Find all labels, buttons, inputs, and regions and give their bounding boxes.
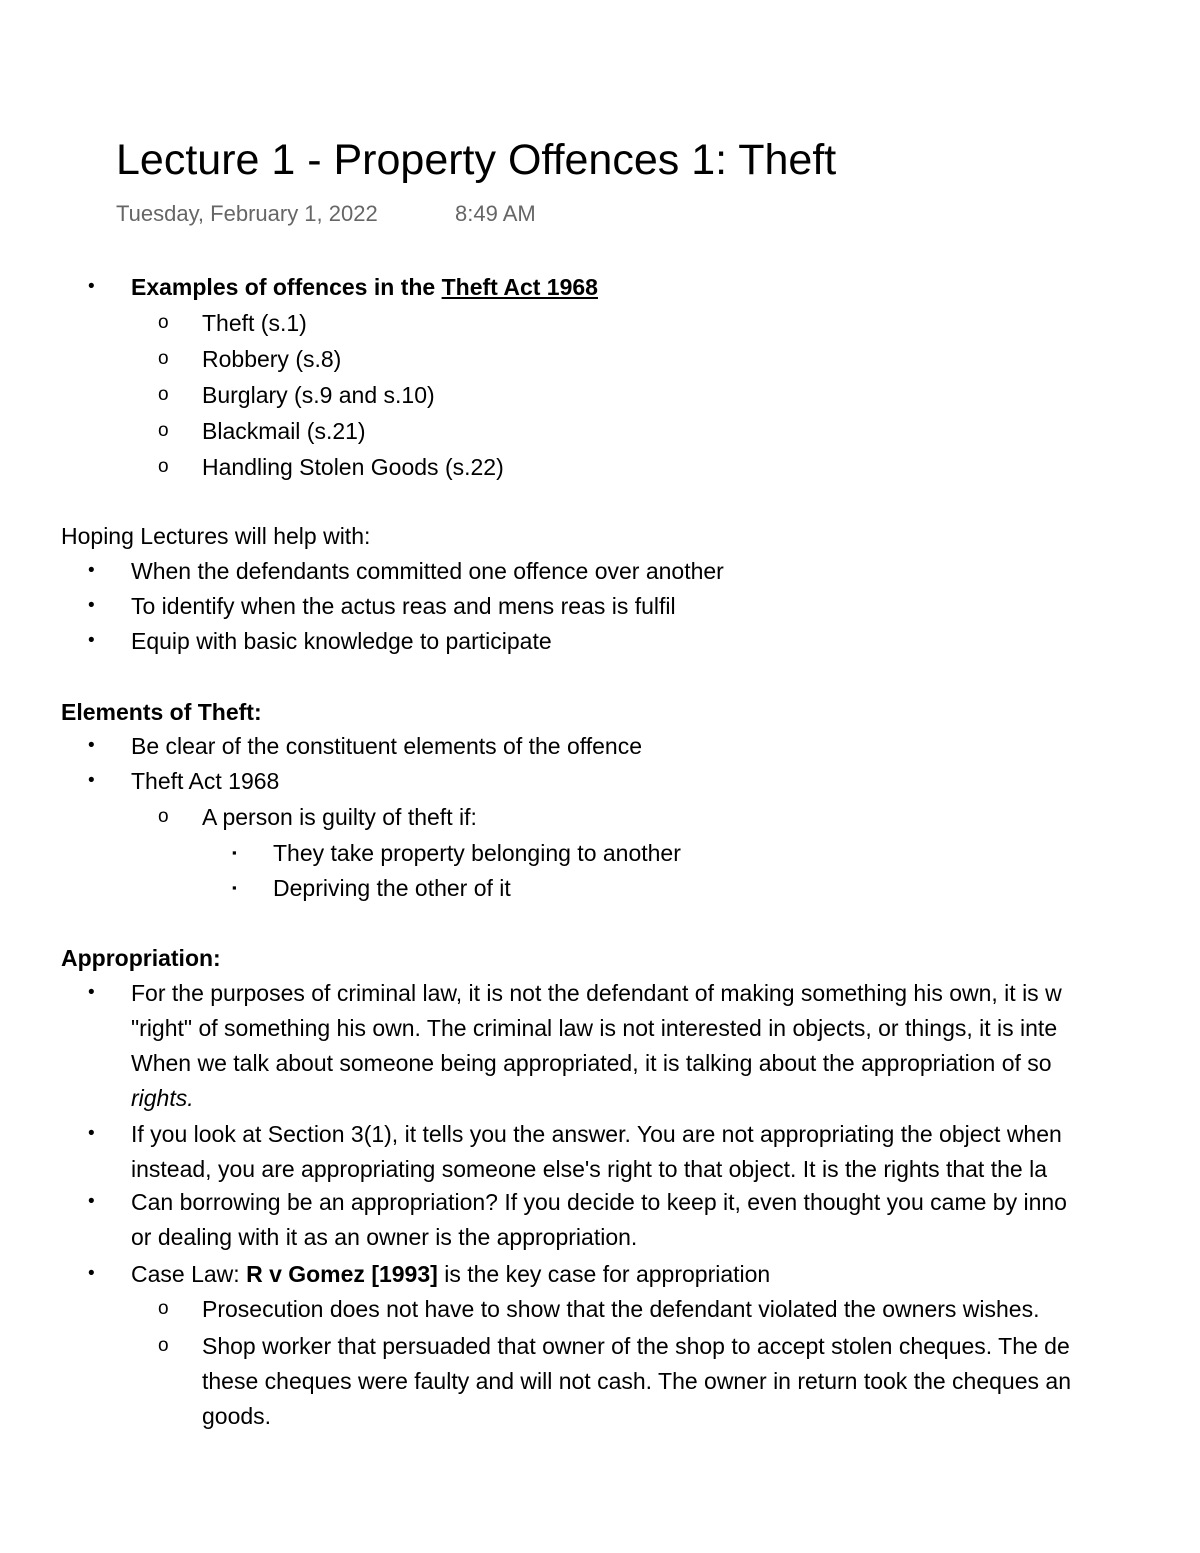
section-heading	[61, 941, 221, 975]
case-description: is the key case for appropriation	[437, 1261, 771, 1287]
list-item: Be clear of the constituent elements of the offence	[131, 733, 643, 759]
square-bullet-icon: ▪	[232, 845, 237, 860]
paragraph-line: Can borrowing be an appropriation? If you decide to keep it, even thought you came by inno	[131, 1189, 1067, 1215]
paragraph-line: these cheques were faulty and will not cash. The owner in return took the cheques an	[202, 1368, 1071, 1394]
paragraph-line: For the purposes of criminal law, it is not the defendant of making something his own, it is w	[131, 980, 1062, 1006]
bullet-icon: •	[88, 770, 95, 791]
bullet-icon: •	[88, 982, 95, 1003]
list-item: Theft (s.1)	[202, 310, 307, 336]
circle-bullet-icon: o	[158, 348, 169, 369]
bullet-icon: •	[88, 595, 95, 616]
list-item: Handling Stolen Goods (s.22)	[202, 454, 504, 480]
section-heading-text: Elements of Theft:	[61, 699, 262, 725]
paragraph-line: If you look at Section 3(1), it tells you the answer. You are not appropriating the object when	[131, 1121, 1062, 1147]
list-item: A person is guilty of theft if:	[202, 804, 477, 830]
list-item: They take property belonging to another	[273, 840, 681, 866]
circle-bullet-icon: o	[158, 384, 169, 405]
list-item: Theft Act 1968	[131, 768, 280, 794]
section-heading-text: Appropriation:	[61, 945, 221, 971]
case-law-label: Case Law:	[131, 1261, 247, 1287]
statute-link-text: Theft Act 1968	[441, 274, 598, 300]
list-item: When the defendants committed one offence over another	[131, 558, 724, 584]
paragraph-line: Shop worker that persuaded that owner of the shop to accept stolen cheques. The de	[202, 1333, 1070, 1359]
paragraph-line: instead, you are appropriating someone else's right to that object. It is the rights that the la	[131, 1156, 1047, 1182]
list-item: Depriving the other of it	[273, 875, 511, 901]
paragraph-line: goods.	[202, 1403, 272, 1429]
circle-bullet-icon: o	[158, 420, 169, 441]
list-item	[131, 270, 598, 304]
paragraph-line: When we talk about someone being appropriated, it is talking about the appropriation of so	[131, 1050, 1052, 1076]
list-item: Equip with basic knowledge to participate	[131, 628, 552, 654]
paragraph-line: "right" of something his own. The criminal law is not interested in objects, or things, it is inte	[131, 1015, 1058, 1041]
italic-text: rights.	[131, 1085, 194, 1111]
list-item: Robbery (s.8)	[202, 346, 342, 372]
circle-bullet-icon: o	[158, 806, 169, 827]
bullet-icon: •	[88, 735, 95, 756]
circle-bullet-icon: o	[158, 1298, 169, 1319]
section-heading: Hoping Lectures will help with:	[61, 523, 371, 549]
bullet-icon: •	[88, 630, 95, 651]
list-item-bold: Examples of offences in the	[131, 274, 442, 300]
page-date: Tuesday, February 1, 2022	[116, 201, 378, 226]
circle-bullet-icon: o	[158, 312, 169, 333]
square-bullet-icon: ▪	[232, 880, 237, 895]
list-item	[131, 1257, 770, 1291]
bullet-icon: •	[88, 560, 95, 581]
circle-bullet-icon: o	[158, 1335, 169, 1356]
section-heading	[61, 695, 262, 729]
list-item: Prosecution does not have to show that the defendant violated the owners wishes.	[202, 1296, 1040, 1322]
circle-bullet-icon: o	[158, 456, 169, 477]
case-name: R v Gomez [1993]	[246, 1261, 438, 1287]
bullet-icon: •	[88, 1191, 95, 1212]
bullet-icon: •	[88, 1123, 95, 1144]
paragraph-line	[131, 1081, 194, 1115]
bullet-icon: •	[88, 276, 95, 297]
page-title: Lecture 1 - Property Offences 1: Theft	[116, 136, 837, 184]
paragraph-line: or dealing with it as an owner is the appropriation.	[131, 1224, 638, 1250]
list-item: Burglary (s.9 and s.10)	[202, 382, 435, 408]
list-item: Blackmail (s.21)	[202, 418, 366, 444]
page-time: 8:49 AM	[455, 201, 536, 226]
list-item: To identify when the actus reas and mens reas is fulfil	[131, 593, 676, 619]
bullet-icon: •	[88, 1263, 95, 1284]
